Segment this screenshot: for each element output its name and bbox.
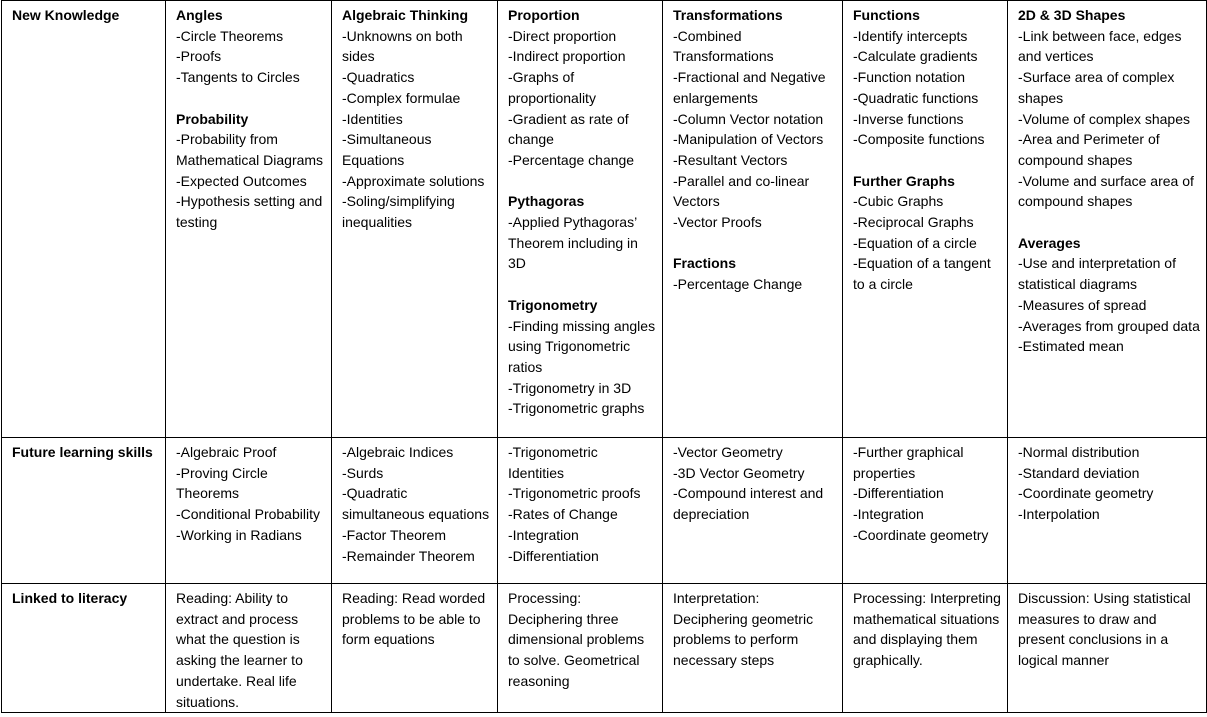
table-row-new-knowledge xyxy=(2,1,1207,438)
topic-section xyxy=(176,5,325,88)
topic-heading: Further Graphs xyxy=(853,172,955,189)
topic-item: -Identities xyxy=(342,110,403,127)
skill-item: -Coordinate geometry xyxy=(853,526,989,543)
topic-item: -Trigonometric graphs xyxy=(508,400,645,417)
skill-item: -Factor Theorem xyxy=(342,526,446,543)
skill-item: -Surds xyxy=(342,464,384,481)
skill-item: -Algebraic Proof xyxy=(176,444,277,460)
skill-item: -Differentiation xyxy=(853,485,944,502)
skill-item: -Interpolation xyxy=(1018,506,1100,523)
skill-item: -Algebraic Indices xyxy=(342,444,454,460)
skill-item: -Standard deviation xyxy=(1018,464,1140,481)
topic-section xyxy=(1018,5,1200,212)
topic-heading: Transformations xyxy=(673,7,783,23)
skill-item: -Coordinate geometry xyxy=(1018,485,1154,502)
topic-item: -Fractional and Negative enlargements xyxy=(673,69,826,106)
topic-section xyxy=(673,253,836,294)
skill-item: -Proving Circle Theorems xyxy=(176,464,268,502)
topic-item: -Expected Outcomes xyxy=(176,172,307,189)
topic-item: -Simultaneous Equations xyxy=(342,131,432,168)
cell-new-knowledge-6 xyxy=(1008,1,1207,438)
cell-literacy-2 xyxy=(332,584,498,713)
skill-item: -Further graphical properties xyxy=(853,444,964,481)
curriculum-table xyxy=(1,0,1207,713)
cell-new-knowledge-3 xyxy=(498,1,663,438)
literacy-text: Reading: Ability to extract and process what the question is asking the learner to undertake. Real life situations. xyxy=(176,590,303,710)
topic-heading: Proportion xyxy=(508,7,580,23)
topic-item: -Column Vector notation xyxy=(673,110,824,127)
literacy-text: Processing: Interpreting mathematical situations and displaying them graphically. xyxy=(853,590,1001,669)
cell-new-knowledge-2 xyxy=(332,1,498,438)
literacy-text: Discussion: Using statistical measures to draw and present conclusions in a logical manner xyxy=(1018,590,1191,669)
topic-item: -Inverse functions xyxy=(853,110,964,127)
topic-section xyxy=(508,295,656,419)
row-header-linked-literacy: Linked to literacy xyxy=(2,584,166,713)
topic-section xyxy=(1018,233,1200,357)
topic-item: -Measures of spread xyxy=(1018,296,1147,313)
cell-future-learning-4 xyxy=(663,438,843,584)
skill-item: -Conditional Probability xyxy=(176,506,320,523)
topic-item: -Approximate solutions xyxy=(342,172,485,189)
cell-future-learning-2 xyxy=(332,438,498,584)
topic-section xyxy=(853,5,1001,150)
topic-item: -Applied Pythagoras’ Theorem including in 3D xyxy=(508,214,638,272)
topic-item: -Hypothesis setting and testing xyxy=(176,193,323,231)
topic-item: -Function notation xyxy=(853,69,966,86)
topic-item: -Proofs xyxy=(176,48,222,65)
topic-item: -Percentage change xyxy=(508,151,635,168)
skill-item: -Remainder Theorem xyxy=(342,547,475,564)
topic-item: -Indirect proportion xyxy=(508,48,626,65)
literacy-text: Processing: Deciphering three dimensional problems to solve. Geometrical reasoning xyxy=(508,590,645,689)
topic-item: -Direct proportion xyxy=(508,27,617,44)
skill-item: -Integration xyxy=(508,526,579,543)
topic-item: -Combined Transformations xyxy=(673,27,774,65)
topic-item: -Identify intercepts xyxy=(853,27,968,44)
topic-item: -Tangents to Circles xyxy=(176,69,300,86)
cell-literacy-5 xyxy=(843,584,1008,713)
topic-item: -Vector Proofs xyxy=(673,214,762,231)
topic-item: -Resultant Vectors xyxy=(673,151,788,168)
cell-future-learning-1 xyxy=(166,438,332,584)
cell-literacy-6 xyxy=(1008,584,1207,713)
skill-item: -Vector Geometry xyxy=(673,444,783,460)
skill-item: -Normal distribution xyxy=(1018,444,1140,460)
topic-section xyxy=(176,109,325,233)
topic-item: -Finding missing angles using Trigonometric ratios xyxy=(508,317,656,375)
skill-item: -Rates of Change xyxy=(508,506,618,523)
topic-section xyxy=(342,5,491,233)
topic-heading: Algebraic Thinking xyxy=(342,7,469,23)
topic-item: -Unknowns on both sides xyxy=(342,27,463,65)
literacy-text: Interpretation: Deciphering geometric problems to perform necessary steps xyxy=(673,590,814,669)
skill-item: -Compound interest and depreciation xyxy=(673,485,824,523)
cell-future-learning-3 xyxy=(498,438,663,584)
topic-item: -Area and Perimeter of compound shapes xyxy=(1018,131,1160,168)
cell-new-knowledge-5 xyxy=(843,1,1008,438)
topic-item: -Parallel and co-linear Vectors xyxy=(673,172,810,210)
topic-item: -Estimated mean xyxy=(1018,338,1124,355)
topic-item: -Averages from grouped data xyxy=(1018,317,1200,334)
topic-item: -Gradient as rate of change xyxy=(508,110,629,148)
skill-item: -Working in Radians xyxy=(176,526,302,543)
topic-item: -Manipulation of Vectors xyxy=(673,131,824,148)
topic-item: -Soling/simplifying inequalities xyxy=(342,193,455,231)
topic-section xyxy=(508,5,656,171)
topic-item: -Reciprocal Graphs xyxy=(853,214,974,231)
topic-section xyxy=(853,171,1001,295)
topic-heading: Probability xyxy=(176,110,249,127)
cell-literacy-3 xyxy=(498,584,663,713)
cell-future-learning-6 xyxy=(1008,438,1207,584)
topic-item: -Composite functions xyxy=(853,131,985,148)
topic-item: -Surface area of complex shapes xyxy=(1018,69,1175,106)
cell-literacy-1 xyxy=(166,584,332,713)
skill-item: -Integration xyxy=(853,506,924,523)
topic-item: -Equation of a circle xyxy=(853,234,977,251)
topic-item: -Use and interpretation of statistical diagrams xyxy=(1018,255,1176,293)
topic-heading: Averages xyxy=(1018,234,1081,251)
topic-item: -Quadratic functions xyxy=(853,89,979,106)
table-row-linked-literacy xyxy=(2,584,1207,713)
cell-new-knowledge-4 xyxy=(663,1,843,438)
topic-item: -Trigonometry in 3D xyxy=(508,379,632,396)
skill-item: -Trigonometric proofs xyxy=(508,485,641,502)
row-header-new-knowledge: New Knowledge xyxy=(2,1,166,438)
topic-item: -Circle Theorems xyxy=(176,27,284,44)
literacy-text: Reading: Read worded problems to be able to form equations xyxy=(342,590,486,648)
topic-item: -Link between face, edges and vertices xyxy=(1018,27,1182,65)
cell-future-learning-5 xyxy=(843,438,1008,584)
cell-new-knowledge-1 xyxy=(166,1,332,438)
topic-heading: Fractions xyxy=(673,255,737,272)
topic-heading: 2D & 3D Shapes xyxy=(1018,7,1126,23)
topic-heading: Functions xyxy=(853,7,920,23)
topic-item: -Volume of complex shapes xyxy=(1018,110,1190,127)
cell-literacy-4 xyxy=(663,584,843,713)
topic-section xyxy=(508,191,656,274)
table-row-future-learning xyxy=(2,438,1207,584)
skill-item: -Differentiation xyxy=(508,547,599,564)
topic-item: -Quadratics xyxy=(342,69,415,86)
topic-item: -Calculate gradients xyxy=(853,48,978,65)
topic-item: -Percentage Change xyxy=(673,276,803,293)
topic-item: -Graphs of proportionality xyxy=(508,69,596,106)
topic-section xyxy=(673,5,836,233)
topic-item: -Cubic Graphs xyxy=(853,193,944,210)
topic-item: -Volume and surface area of compound shapes xyxy=(1018,172,1194,210)
topic-item: -Equation of a tangent to a circle xyxy=(853,255,991,293)
skill-item: -3D Vector Geometry xyxy=(673,464,805,481)
skill-item: -Trigonometric Identities xyxy=(508,444,598,481)
topic-heading: Angles xyxy=(176,7,223,23)
row-header-future-learning: Future learning skills xyxy=(2,438,166,584)
topic-heading: Trigonometry xyxy=(508,296,598,313)
topic-item: -Probability from Mathematical Diagrams xyxy=(176,131,324,168)
skill-item: -Quadratic simultaneous equations xyxy=(342,485,490,523)
topic-item: -Complex formulae xyxy=(342,89,461,106)
topic-heading: Pythagoras xyxy=(508,193,585,210)
